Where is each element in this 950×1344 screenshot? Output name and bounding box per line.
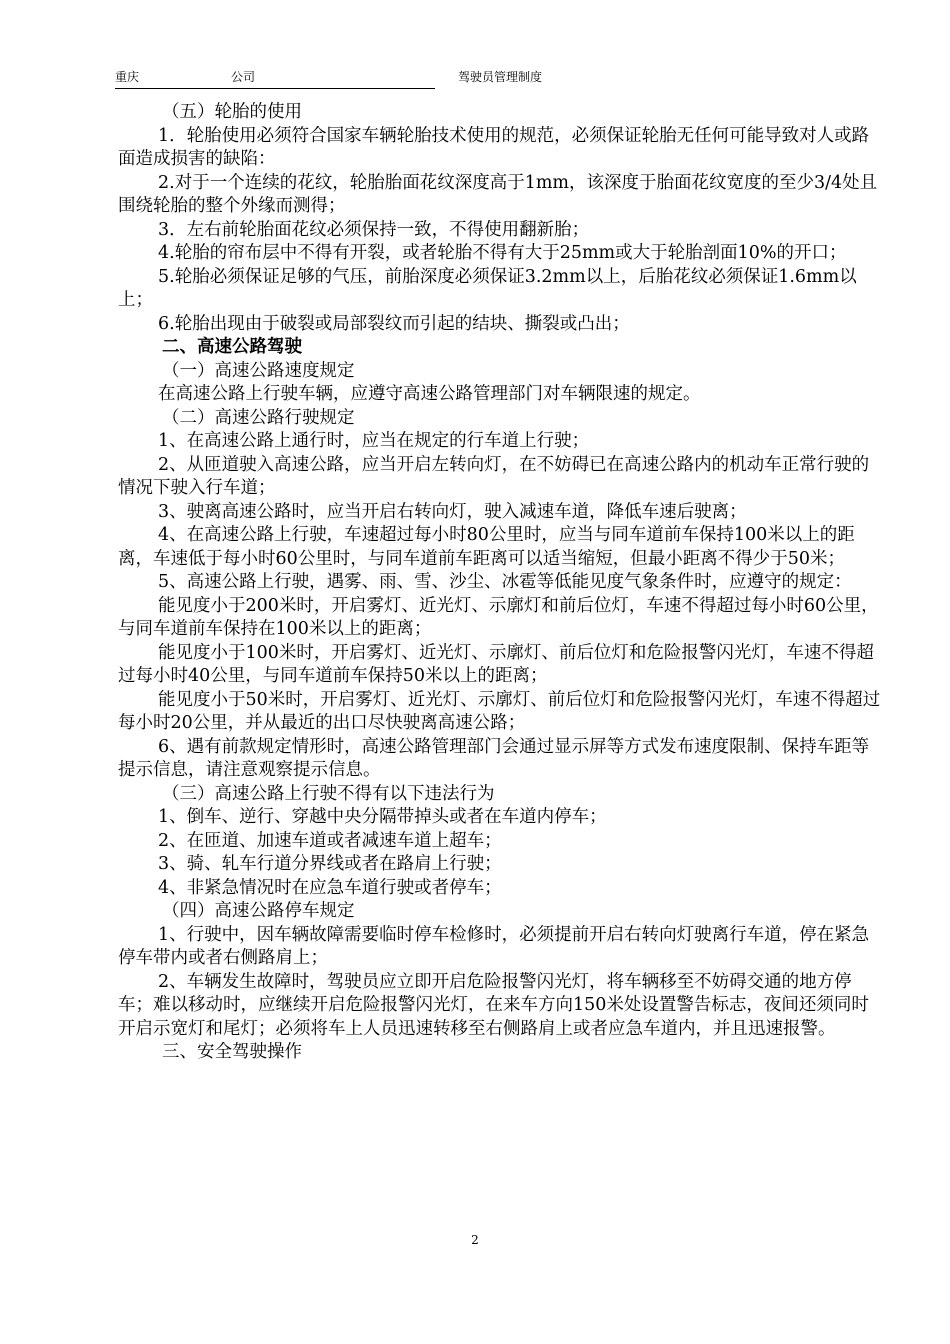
prohibited-rule-4: 4、非紧急情况时在应急车道行驶或者停车； [158,877,502,898]
header-rule [115,88,435,89]
driving-rule-1: 1、在高速公路上通行时，应当在规定的行车道上行驶； [158,431,590,451]
header-company: 公司 [231,70,256,84]
driving-rule-4: 4、在高速公路上行驶，车速超过每小时80公里时，应当与同车道前车保持100米以上的距离，车速低于每小时60公里时，与同车道前车距离可以适当缩短，但最小距离不得少于50米； [118,525,855,569]
parking-heading: （四）高速公路停车规定 [162,901,355,921]
header-city: 重庆 [115,70,140,84]
tire-rule-2: 2.对于一个连续的花纹，轮胎胎面花纹深度高于1mm，该深度于胎面花纹宽度的至少3/4处且围绕轮胎的整个外缘而测得； [118,172,878,216]
header-document-title: 驾驶员管理制度 [458,70,543,84]
prohibited-rule-2: 2、在匝道、加速车道或者减速车道上超车； [158,830,502,851]
tire-rule-4: 4.轮胎的帘布层中不得有开裂，或者轮胎不得有大于25mm或大于轮胎剖面10%的开口； [158,243,847,263]
tire-rule-1: 1．轮胎使用必须符合国家车辆轮胎技术使用的规范，必须保证轮胎无任何可能导致对人或路面造成损害的缺陷： [118,125,870,169]
speed-heading: （一）高速公路速度规定 [162,360,355,381]
parking-rule-2: 2、车辆发生故障时，驾驶员应立即开启危险报警闪光灯，将车辆移至不妨碍交通的地方停车；难以移动时，应继续开启危险报警闪光灯，在来车方向150米处设置警告标志，夜间还须同时开启示宽灯和尾灯；必须将车上人员迅速转移至右侧路肩上或者应急车道内，并且迅速报警。 [118,971,869,1039]
speed-text: 在高速公路上行驶车辆，应遵守高速公路管理部门对车辆限速的规定。 [158,384,701,404]
tire-heading: （五）轮胎的使用 [162,102,302,122]
driving-heading: （二）高速公路行驶规定 [162,407,355,428]
visibility-50-rule: 能见度小于50米时，开启雾灯、近光灯、示廓灯、前后位灯和危险报警闪光灯，车速不得超过每小时20公里，并从最近的出口尽快驶离高速公路； [118,689,881,733]
page-header [115,68,840,86]
visibility-200-rule: 能见度小于200米时，开启雾灯、近光灯、示廓灯和前后位灯，车速不得超过每小时60公里，与同车道前车保持在100米以上的距离； [118,595,879,639]
tire-rule-6: 6.轮胎出现由于破裂或局部裂纹而引起的结块、撕裂或凸出； [158,313,630,334]
driving-rule-5: 5、高速公路上行驶，遇雾、雨、雪、沙尘、冰雹等低能见度气象条件时，应遵守的规定： [158,572,852,592]
document-body [118,101,883,1065]
section-3-heading: 三、安全驾驶操作 [162,1042,302,1062]
visibility-100-rule: 能见度小于100米时，开启雾灯、近光灯、示廓灯、前后位灯和危险报警闪光灯，车速不得超过每小时40公里，与同车道前车保持50米以上的距离； [118,642,874,686]
section-2-heading: 二、高速公路驾驶 [162,337,302,357]
tire-rule-5: 5.轮胎必须保证足够的气压，前胎深度必须保证3.2mm以上，后胎花纹必须保证1.6mm以上； [118,266,857,310]
prohibited-rule-1: 1、倒车、逆行、穿越中央分隔带掉头或者在车道内停车； [158,807,607,827]
tire-rule-3: 3．左右前轮胎面花纹必须保持一致，不得使用翻新胎； [158,219,590,240]
driving-rule-3: 3、驶离高速公路时，应当开启右转向灯，驶入减速车道，降低车速后驶离； [158,501,747,522]
prohibited-heading: （三）高速公路上行驶不得有以下违法行为 [162,783,495,804]
page-number: 2 [471,1233,479,1247]
driving-rule-6: 6、遇有前款规定情形时，高速公路管理部门会通过显示屏等方式发布速度限制、保持车距等提示信息，请注意观察提示信息。 [118,736,870,780]
prohibited-rule-3: 3、骑、轧车行道分界线或者在路肩上行驶； [158,854,502,874]
driving-rule-2: 2、从匝道驶入高速公路，应当开启左转向灯，在不妨碍已在高速公路内的机动车正常行驶的情况下驶入行车道； [118,454,870,498]
parking-rule-1: 1、行驶中，因车辆故障需要临时停车检修时，必须提前开启右转向灯驶离行车道，停在紧急停车带内或者右侧路肩上； [118,924,870,968]
